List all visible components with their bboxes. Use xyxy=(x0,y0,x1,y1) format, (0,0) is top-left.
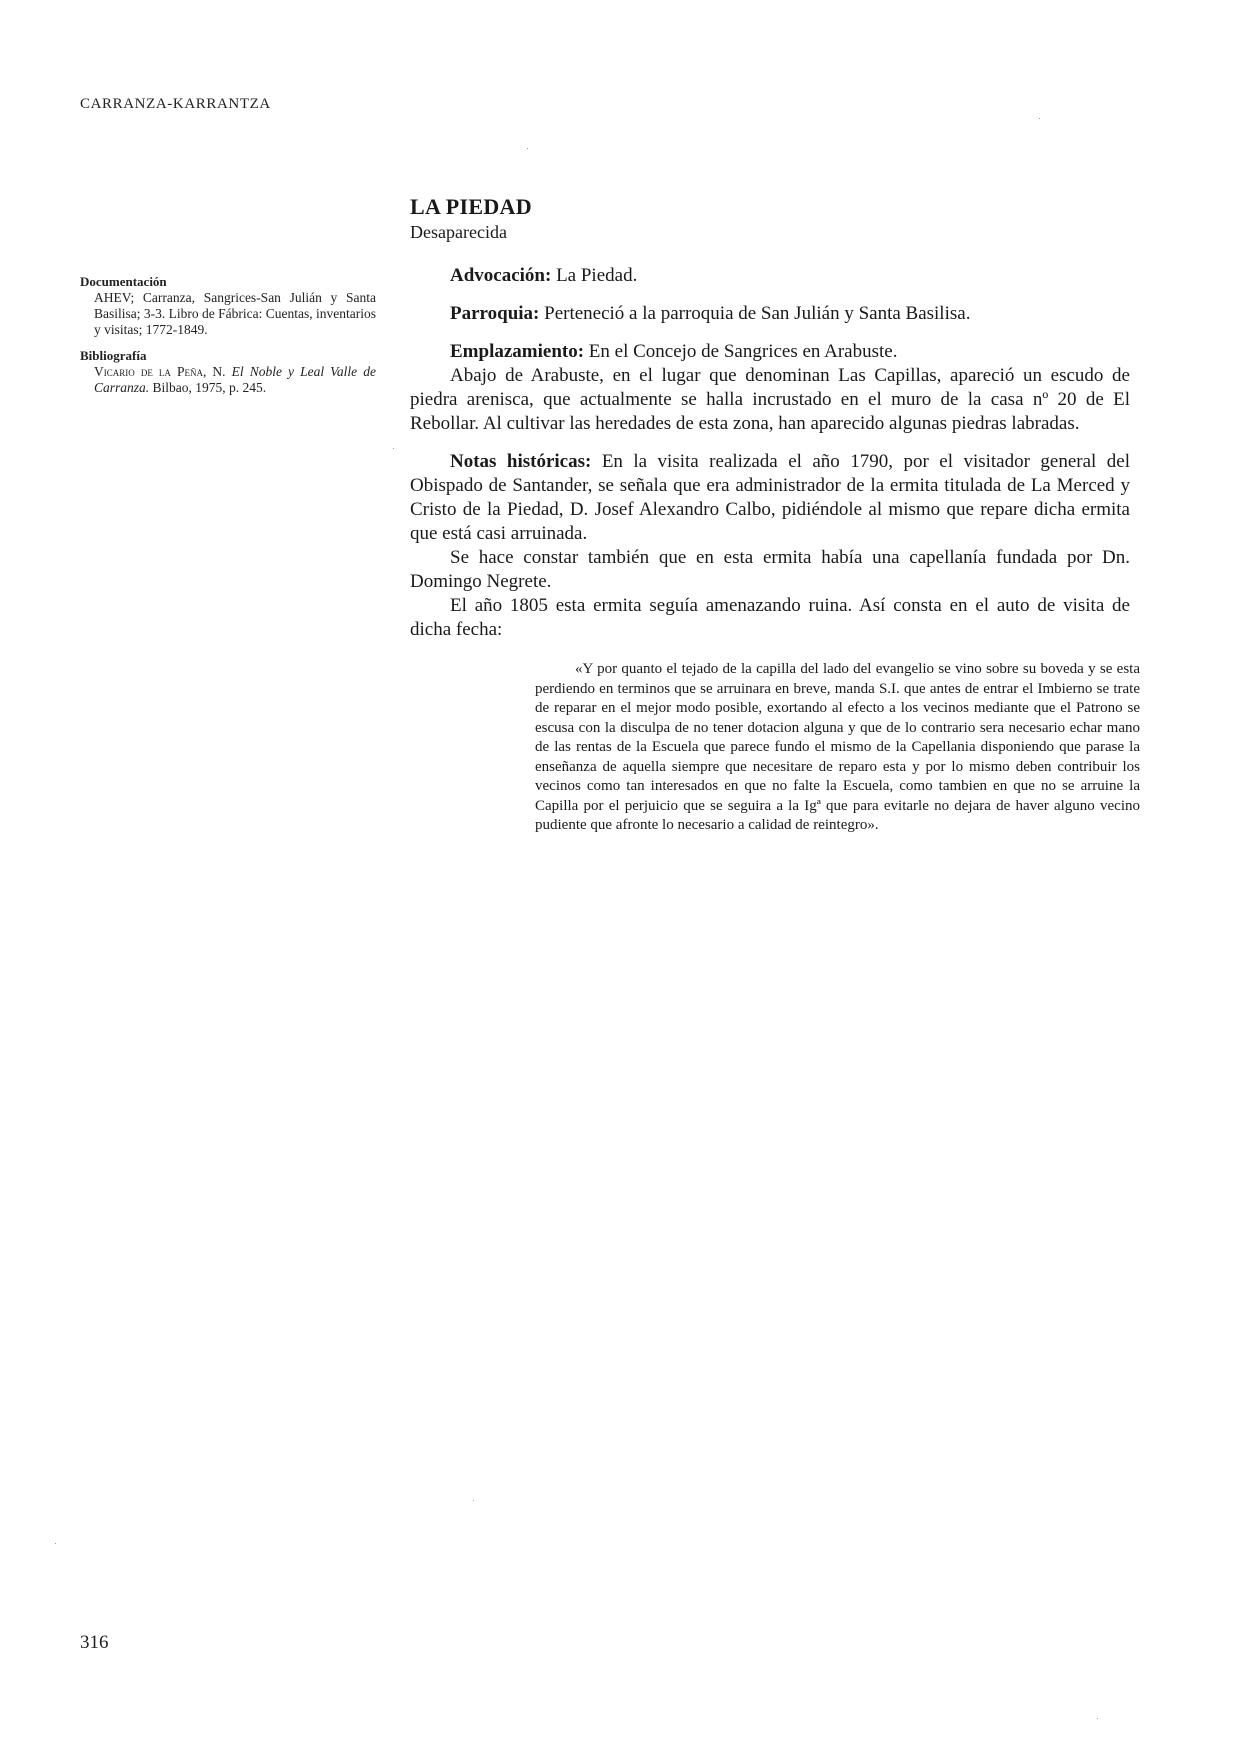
documentation-entry: AHEV; Carranza, Sangrices-San Julián y Santa Basilisa; 3-3. Libro de Fábrica: Cuentas, inventarios y visitas; 1772-1849. xyxy=(94,290,376,337)
parroquia-paragraph xyxy=(410,302,1130,326)
parroquia-text: Perteneció a la parroquia de San Julián y Santa Basilisa. xyxy=(544,303,971,324)
advocacion-label: Advocación: xyxy=(450,265,552,286)
notas-label: Notas históricas: xyxy=(450,451,592,472)
advocacion-text: La Piedad. xyxy=(556,265,638,286)
bibliography-title: El Noble y Leal Valle de Carranza. xyxy=(94,364,376,395)
emplazamiento-paragraph xyxy=(410,340,1130,364)
scan-speck xyxy=(527,148,528,149)
scan-speck xyxy=(393,448,394,449)
article-title: LA PIEDAD xyxy=(410,194,532,219)
scan-speck xyxy=(55,1543,56,1544)
parroquia-label: Parroquia: xyxy=(450,303,540,324)
emplazamiento-text: En el Concejo de Sangrices en Arabuste. xyxy=(588,341,898,362)
article-subtitle: Desaparecida xyxy=(410,222,507,242)
emplazamiento-detail: Abajo de Arabuste, en el lugar que denominan Las Capillas, apareció un escudo de piedra arenisca, que actualmente se halla incrustado en el muro de la casa nº 20 de El Rebollar. Al cultivar las heredades de esta zona, han aparecido algunas piedras labradas. xyxy=(410,365,1130,434)
documentation-heading: Documentación xyxy=(80,274,167,289)
notas-paragraph-2: Se hace constar también que en esta ermita había una capellanía fundada por Dn. Domingo Negrete. xyxy=(410,547,1130,592)
sidebar-references xyxy=(80,274,376,406)
bibliography-entry xyxy=(94,364,376,396)
running-head: CARRANZA-KARRANTZA xyxy=(80,96,271,112)
scan-speck xyxy=(1097,1718,1098,1719)
visit-quote: «Y por quanto el tejado de la capilla del lado del evangelio se vino sobre su boveda y se esta perdiendo en terminos que se arruinara en breve, manda S.I. que antes de entrar el Imbierno se trate de reparar en el mejor modo posible, exortando al efecto a los vecinos mediante que el Patrono se escusa con la disculpa de no tener dotacion alguna y que de lo contrario sera necesario echar mano de las rentas de la Escuela que parece fundo el mismo de la Capellania disponiendo que parase la enseñanza de aquella siempre que necesitare de reparo esta y por lo mismo deben contribuir los vecinos como tan interesados en que no falte la Escuela, como tambien en que no se arruine la Capilla por el perjuicio que se seguira a la Igª que para evitarle no dejara de haver alguno vecino pudiente que afronte lo necesario a calidad de reintegro». xyxy=(535,661,1140,833)
scan-speck xyxy=(473,1500,474,1501)
main-article xyxy=(410,194,1140,836)
bibliography-author: Vicario de la Peña, N. xyxy=(94,364,226,379)
notas-paragraph xyxy=(410,450,1130,546)
emplazamiento-label: Emplazamiento: xyxy=(450,341,585,362)
scan-speck xyxy=(1039,118,1040,119)
bibliography-publication: Bilbao, 1975, p. 245. xyxy=(152,380,267,395)
notas-paragraph-3: El año 1805 esta ermita seguía amenazando ruina. Así consta en el auto de visita de dicha fecha: xyxy=(410,595,1130,640)
notas-text: En la visita realizada el año 1790, por el visitador general del Obispado de Santander, se señala que era administrador de la ermita titulada de La Merced y Cristo de la Piedad, D. Josef Alexandro Calbo, pidiéndole al mismo que repare dicha ermita que está casi arruinada. xyxy=(410,451,1130,544)
advocacion-paragraph xyxy=(410,264,1130,288)
page-number: 316 xyxy=(80,1632,109,1653)
bibliography-heading: Bibliografía xyxy=(80,348,147,363)
